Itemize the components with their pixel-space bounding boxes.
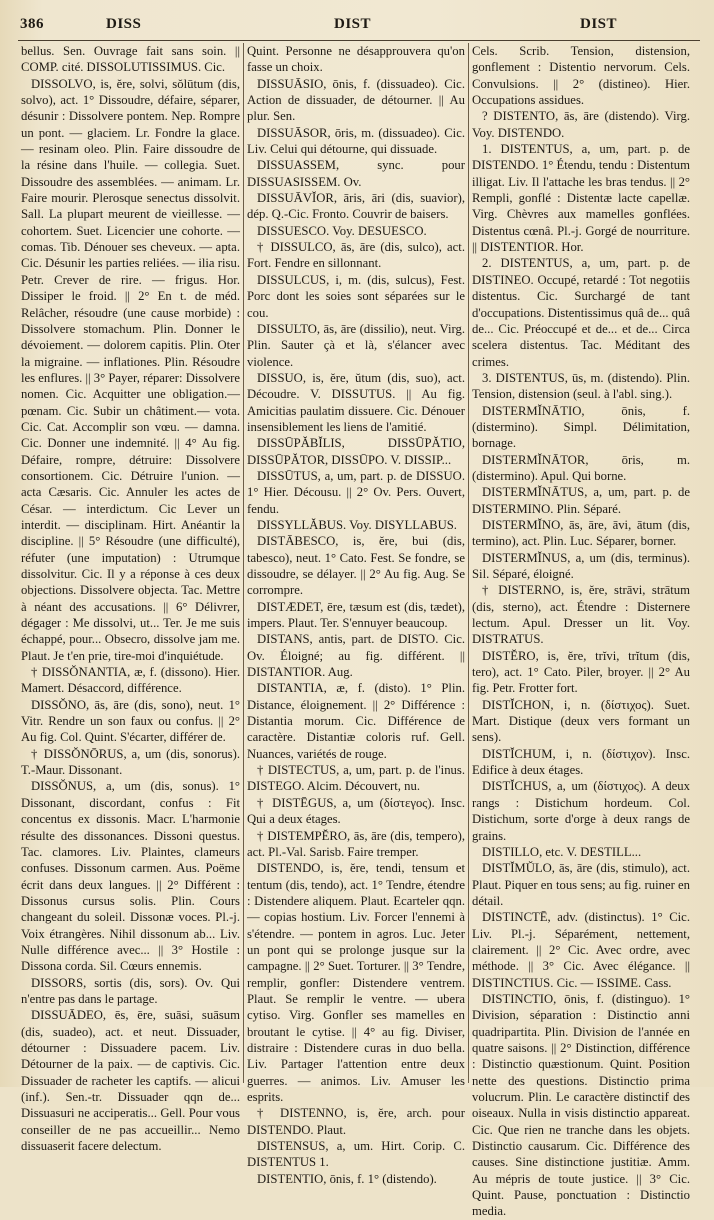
column-left <box>18 43 243 1154</box>
dictionary-entry: DISSUĀVĬOR, āris, āri (dis, suavior), dép. Q.-Cic. Fronto. Couvrir de baisers. <box>247 191 465 222</box>
dictionary-entry: DISTILLO, etc. V. DESTILL... <box>482 844 642 859</box>
dictionary-entry: DISTĀBESCO, is, ĕre, bui (dis, tabesco), neut. 1° Cato. Fest. Se fondre, se dissoudre, se délayer. || 2° Au fig. Aug. Se corrompre. <box>247 534 465 598</box>
dictionary-entry: DISSŎNO, ās, āre (dis, sono), neut. 1° Vitr. Rendre un son faux ou confus. || 2° Au fig. Col. Quint. S'écarter, différer de. <box>21 697 240 745</box>
dictionary-entry: † DISSULCO, ās, āre (dis, sulco), act. Fort. Fendre en sillonnant. <box>247 240 465 271</box>
dictionary-entry: DISTERMĬNĀTIO, ōnis, f. (distermino). Simpl. Délimitation, bornage. <box>472 403 690 451</box>
dictionary-entry: DISSULTO, ās, āre (dissilio), neut. Virg. Plin. Sauter çà et là, s'élancer avec violence. <box>247 321 465 369</box>
dictionary-entry: DISTERMĬNĀTUS, a, um, part. p. de DISTERMINO. Plin. Séparé. <box>472 485 690 516</box>
dictionary-entry: DISSUO, is, ĕre, ŭtum (dis, suo), act. Découdre. V. DISSUTUS. || Au fig. Amicitias paulatim dissuere. Cic. Dénouer insensiblement les liens de l'amitié. <box>247 370 465 434</box>
dictionary-entry: Cels. Scrib. Tension, distension, gonflement : Distentio nervorum. Cels. Convulsions. || 2° (distineo). Hier. Occupations assidues. <box>472 44 690 108</box>
dictionary-entry: DISSŪTUS, a, um, part. p. de DISSUO. 1° Hier. Décousu. || 2° Ov. Pers. Ouvert, fendu. <box>247 468 465 516</box>
dictionary-entry: bellus. Sen. Ouvrage fait sans soin. || COMP. cité. DISSOLUTISSIMUS. Cic. <box>21 44 240 75</box>
dictionary-entry: † DISTERNO, is, ĕre, strāvi, strātum (dis, sterno), act. Étendre : Disternere lectum. Apul. Dresser un lit. Voy. DISTRATUS. <box>472 583 690 647</box>
dictionary-entry: DISSYLLĂBUS. Voy. DISYLLABUS. <box>257 517 457 532</box>
dictionary-entry: DISTENDO, is, ĕre, tendi, tensum et tentum (dis, tendo), act. 1° Tendre, étendre : Distendere aliquem. Plaut. Ecarteler qqn. — copias hostium. Liv. Forcer l'ennemi à s'étendre. — pontem in agros. Luc. Jeter un pont qui se prolonge jusque sur la campagne. || 2° Suet. Torturer. || 3° Tendre, remplir, gonfler: Distendere ventrem. Plaut. Se remplir le ventre. — ubera cytiso. Virg. Gonfler ses mamelles en broutant le cytise. || 4° au fig. Diviser, distraire : Distendere curas in duo bella. Liv. Partager l'attention entre deux guerres. — animos. Liv. Amuser les esprits. <box>247 861 465 1104</box>
dictionary-entry: DISSUASSEM, sync. pour DISSUASISSEM. Ov. <box>247 158 465 189</box>
dictionary-entry: 2. DISTENTUS, a, um, part. p. de DISTINEO. Occupé, retardé : Tot negotiis distentus. Cic. Surchargé de tant d'occupations. Distentissimus quâ de... quâ de... Cic. Préoccupé et de... et de... Circa scelera distentus. Tac. Méditant des crimes. <box>472 256 690 369</box>
dictionary-entry: † DISTĒGUS, a, um (δίστεγος). Insc. Qui a deux étages. <box>247 795 465 827</box>
header-rule <box>18 40 700 41</box>
dictionary-entry: DISSUESCO. Voy. DESUESCO. <box>257 223 427 238</box>
dictionary-entry: 1. DISTENTUS, a, um, part. p. de DISTENDO. 1° Étendu, tendu : Distentum illigat. Liv. Il l'attache les bras tendus. || 2° Rempli, gonflé : Distentæ lacte capellæ. Virg. Chèvres aux mamelles gonflées. Distentus cœnâ. Pl.-j. Gorgé de nourriture. || DISTENTIOR. Hor. <box>472 142 690 255</box>
dictionary-entry: † DISSŎNANTIA, æ, f. (dissono). Hier. Mamert. Désaccord, différence. <box>21 665 240 696</box>
dictionary-entry: DISSŎNUS, a, um (dis, sonus). 1° Dissonant, discordant, confus : Fit concentus ex dissonis. Macr. L'harmonie résulte des dissonances. Dissoni questus. Tac. clamores. Liv. Plaintes, clameurs confuses. Dissonum carmen. Aus. Poëme écrit dans deux langues. || 2° Différent : Dissonus cursus solis. Plin. Cours changeant du soleil. Dissonæ voces. Pl.-j. Voix étrangères. Nihil dissonum ab... Liv. Nulle différence avec... || 3° Hostile : Dissona corda. Sil. Cœurs ennemis. <box>21 779 240 974</box>
dictionary-entry: DISTENTIO, ōnis, f. 1° (distendo). <box>257 1171 437 1186</box>
header-right-guide-word: DIST <box>580 16 618 32</box>
dictionary-entry: † DISTENNO, is, ĕre, arch. pour DISTENDO. Plaut. <box>247 1106 465 1137</box>
dictionary-entry: DISTANS, antis, part. de DISTO. Cic. Ov. Éloigné; au fig. différent. || DISTANTIOR. Aug. <box>247 632 465 680</box>
dictionary-entry: DISSUĀSIO, ōnis, f. (dissuadeo). Cic. Action de dissuader, de détourner. || Au plur. Sen. <box>247 76 465 124</box>
dictionary-entry: DISTÆDET, ēre, tæsum est (dis, tædet), impers. Plaut. Ter. S'ennuyer beaucoup. <box>247 599 465 631</box>
dictionary-entry: Quint. Personne ne désapprouvera qu'on fasse un choix. <box>247 44 465 75</box>
dictionary-entry: DISTERMĬNO, ās, āre, āvi, ātum (dis, termino), act. Plin. Luc. Séparer, borner. <box>472 517 690 549</box>
header-left-guide-word: DISS <box>106 16 142 32</box>
dictionary-entry: DISTĬCHON, i, n. (δίστιχος). Suet. Mart. Distique (deux vers formant un sens). <box>472 697 690 745</box>
dictionary-entry: † DISTEMPĔRO, ās, āre (dis, tempero), act. Pl.-Val. Sarisb. Faire tremper. <box>247 828 465 859</box>
dictionary-entry: DISTINCTĒ, adv. (distinctus). 1° Cic. Liv. Pl.-j. Séparément, nettement, clairement. || 2° Cic. Avec ordre, avec méthode. || 3° Cic. Avec élégance. || DISTINCTIUS. Cic. — ISSIME. Cass. <box>472 910 690 990</box>
page-number: 386 <box>20 16 44 32</box>
column-middle <box>243 43 468 1186</box>
dictionary-columns <box>18 43 702 1219</box>
dictionary-entry: DISTĔRO, is, ĕre, trĭvi, trĭtum (dis, tero), act. 1° Cato. Piler, broyer. || 2° Au fig. Petr. Frotter fort. <box>472 648 690 696</box>
dictionary-entry: 3. DISTENTUS, ūs, m. (distendo). Plin. Tension, distension (seul. à l'abl. sing.). <box>472 370 690 402</box>
dictionary-entry: DISSOLVO, is, ĕre, solvi, sŏlūtum (dis, solvo), act. 1° Dissoudre, défaire, séparer, désunir : Dissolvere pontem. Nep. Rompre un pont. — glaciem. Lr. Fondre la glace. — resinam oleo. Plin. Faire dissoudre de la résine dans l'huile. — collegia. Suet. Dissoudre des assemblées. — animam. Lr. Faire mourir. Plerosque senectus dissolvit. Sall. La plupart meurent de vieillesse. — cohortem. Suet. Licencier une cohorte. — comas. Tib. Dénouer ses cheveux. — apta. Cic. Désunir les parties reliées. — ilia risu. Petr. Crever de rire. — frigus. Hor. Dissiper le froid. || 2° En t. de méd. Relâcher, résoudre (une cause morbide) : Dissolvere stomachum. Plin. Donner le dévoiement. — dolorem capitis. Plin. Oter la migraine. — inflationes. Plin. Résoudre les enflures. || 3° Payer, réparer: Dissolvere nomen. Cic. Acquitter une obligation.—pœnam. Cic. Subir un châtiment.— vota. Cic. Cat. Accomplir son vœu. — damna. Cic. Donner une indemnité. || 4° Au fig. Défaire, rompre, détruire: Dissolvere consortionem. Cic. Détruire l'union. — acta Cæsaris. Cic. Annuler les actes de César. — interdictum. Cic Lever un interdit. — disciplinam. Hirt. Anéantir la discipline. || 5° Résoudre (une difficulté), réfuter (une imputation) : Utrumque dissolvitur. Cic. Il y a réponse à ces deux objections. Dissolvere objecta. Tac. Mettre à néant des accusations. || 6° Délivrer, dégager : Me dissolvi, ut... Ter. Je me suis échappé, pour... Obsecro, dissolve jam me. Plaut. Je t'en prie, tire-moi d'inquiétude. <box>21 76 240 663</box>
dictionary-entry: † DISSŎNŌRUS, a, um (dis, sonorus). T.-Maur. Dissonant. <box>21 746 240 778</box>
dictionary-entry: ? DISTENTO, ās, āre (distendo). Virg. Voy. DISTENDO. <box>472 109 690 140</box>
dictionary-entry: DISSULCUS, i, m. (dis, sulcus), Fest. Porc dont les soies sont séparées sur le cou. <box>247 272 465 320</box>
dictionary-entry: DISSUĀSOR, ōris, m. (dissuadeo). Cic. Liv. Celui qui détourne, qui dissuade. <box>247 125 465 157</box>
running-header <box>14 16 700 40</box>
dictionary-entry: DISSŪPĂBĬLIS, DISSŪPĂTIO, DISSŪPĂTOR, DISSŪPO. V. DISSIP... <box>247 436 465 467</box>
dictionary-entry: DISTANTIA, æ, f. (disto). 1° Plin. Distance, éloignement. || 2° Différence : Distantia morum. Cic. Différence de caractère. Distantiæ coloris ruf. Gell. Nuances, variétés de rouge. <box>247 681 465 761</box>
dictionary-entry: DISTĬMŬLO, ās, āre (dis, stimulo), act. Plaut. Piquer en tous sens; au fig. ruiner en détail. <box>472 861 690 908</box>
dictionary-entry: DISTĬCHUS, a, um (δίστιχος). A deux rangs : Distichum hordeum. Col. Distichum, sorte d'orge à deux rangs de grains. <box>472 779 690 843</box>
dictionary-entry: DISTENSUS, a, um. Hirt. Corip. C. DISTENTUS 1. <box>247 1139 465 1170</box>
dictionary-entry: † DISTECTUS, a, um, part. p. de l'inus. DISTEGO. Alcim. Découvert, nu. <box>247 763 465 794</box>
header-middle-guide-word: DIST <box>334 16 372 32</box>
dictionary-entry: DISTERMĬNUS, a, um (dis, terminus). Sil. Séparé, éloigné. <box>472 550 690 581</box>
dictionary-entry: DISTERMĬNĀTOR, ōris, m. (distermino). Apul. Qui borne. <box>472 452 690 483</box>
dictionary-entry: DISTĬCHUM, i, n. (δίστιχον). Insc. Edifice à deux étages. <box>472 746 690 778</box>
dictionary-entry: DISSUĀDEO, ēs, ēre, suāsi, suāsum (dis, suadeo), act. et neut. Dissuader, détourner : Dissuadere pacem. Liv. Détourner de la paix. — de captivis. Cic. Dissuader de racheter les captifs. — alicui (inf.). Sen.-tr. Dissuader qqn de... Dissuasuri ne acciperatis... Gell. Pour vous conseiller de ne pas accueillir... Nemo dissuaserit facere delectum. <box>21 1008 240 1154</box>
dictionary-entry: DISSORS, sortis (dis, sors). Ov. Qui n'entre pas dans le partage. <box>21 975 240 1006</box>
dictionary-entry: DISTINCTIO, ōnis, f. (distinguo). 1° Division, séparation : Distinctio anni quadripartita. Plin. Division de l'année en quatre saisons. || 2° Distinction, différence : Distinctio quæstionum. Quint. Position nette des questions. Distinctio prima volucrum. Plin. Le caractère distinctif des oiseaux. Nulla in visis distinctio appareat. Cic. Que rien ne tranche dans les objets. Distinctio causarum. Cic. Différence des causes. Sine distinctione justitiæ. Amm. Au mépris de toute justice. || 3° Cic. Quint. Pause, ponctuation : Distinctio media. <box>472 991 690 1219</box>
column-right <box>468 43 693 1219</box>
